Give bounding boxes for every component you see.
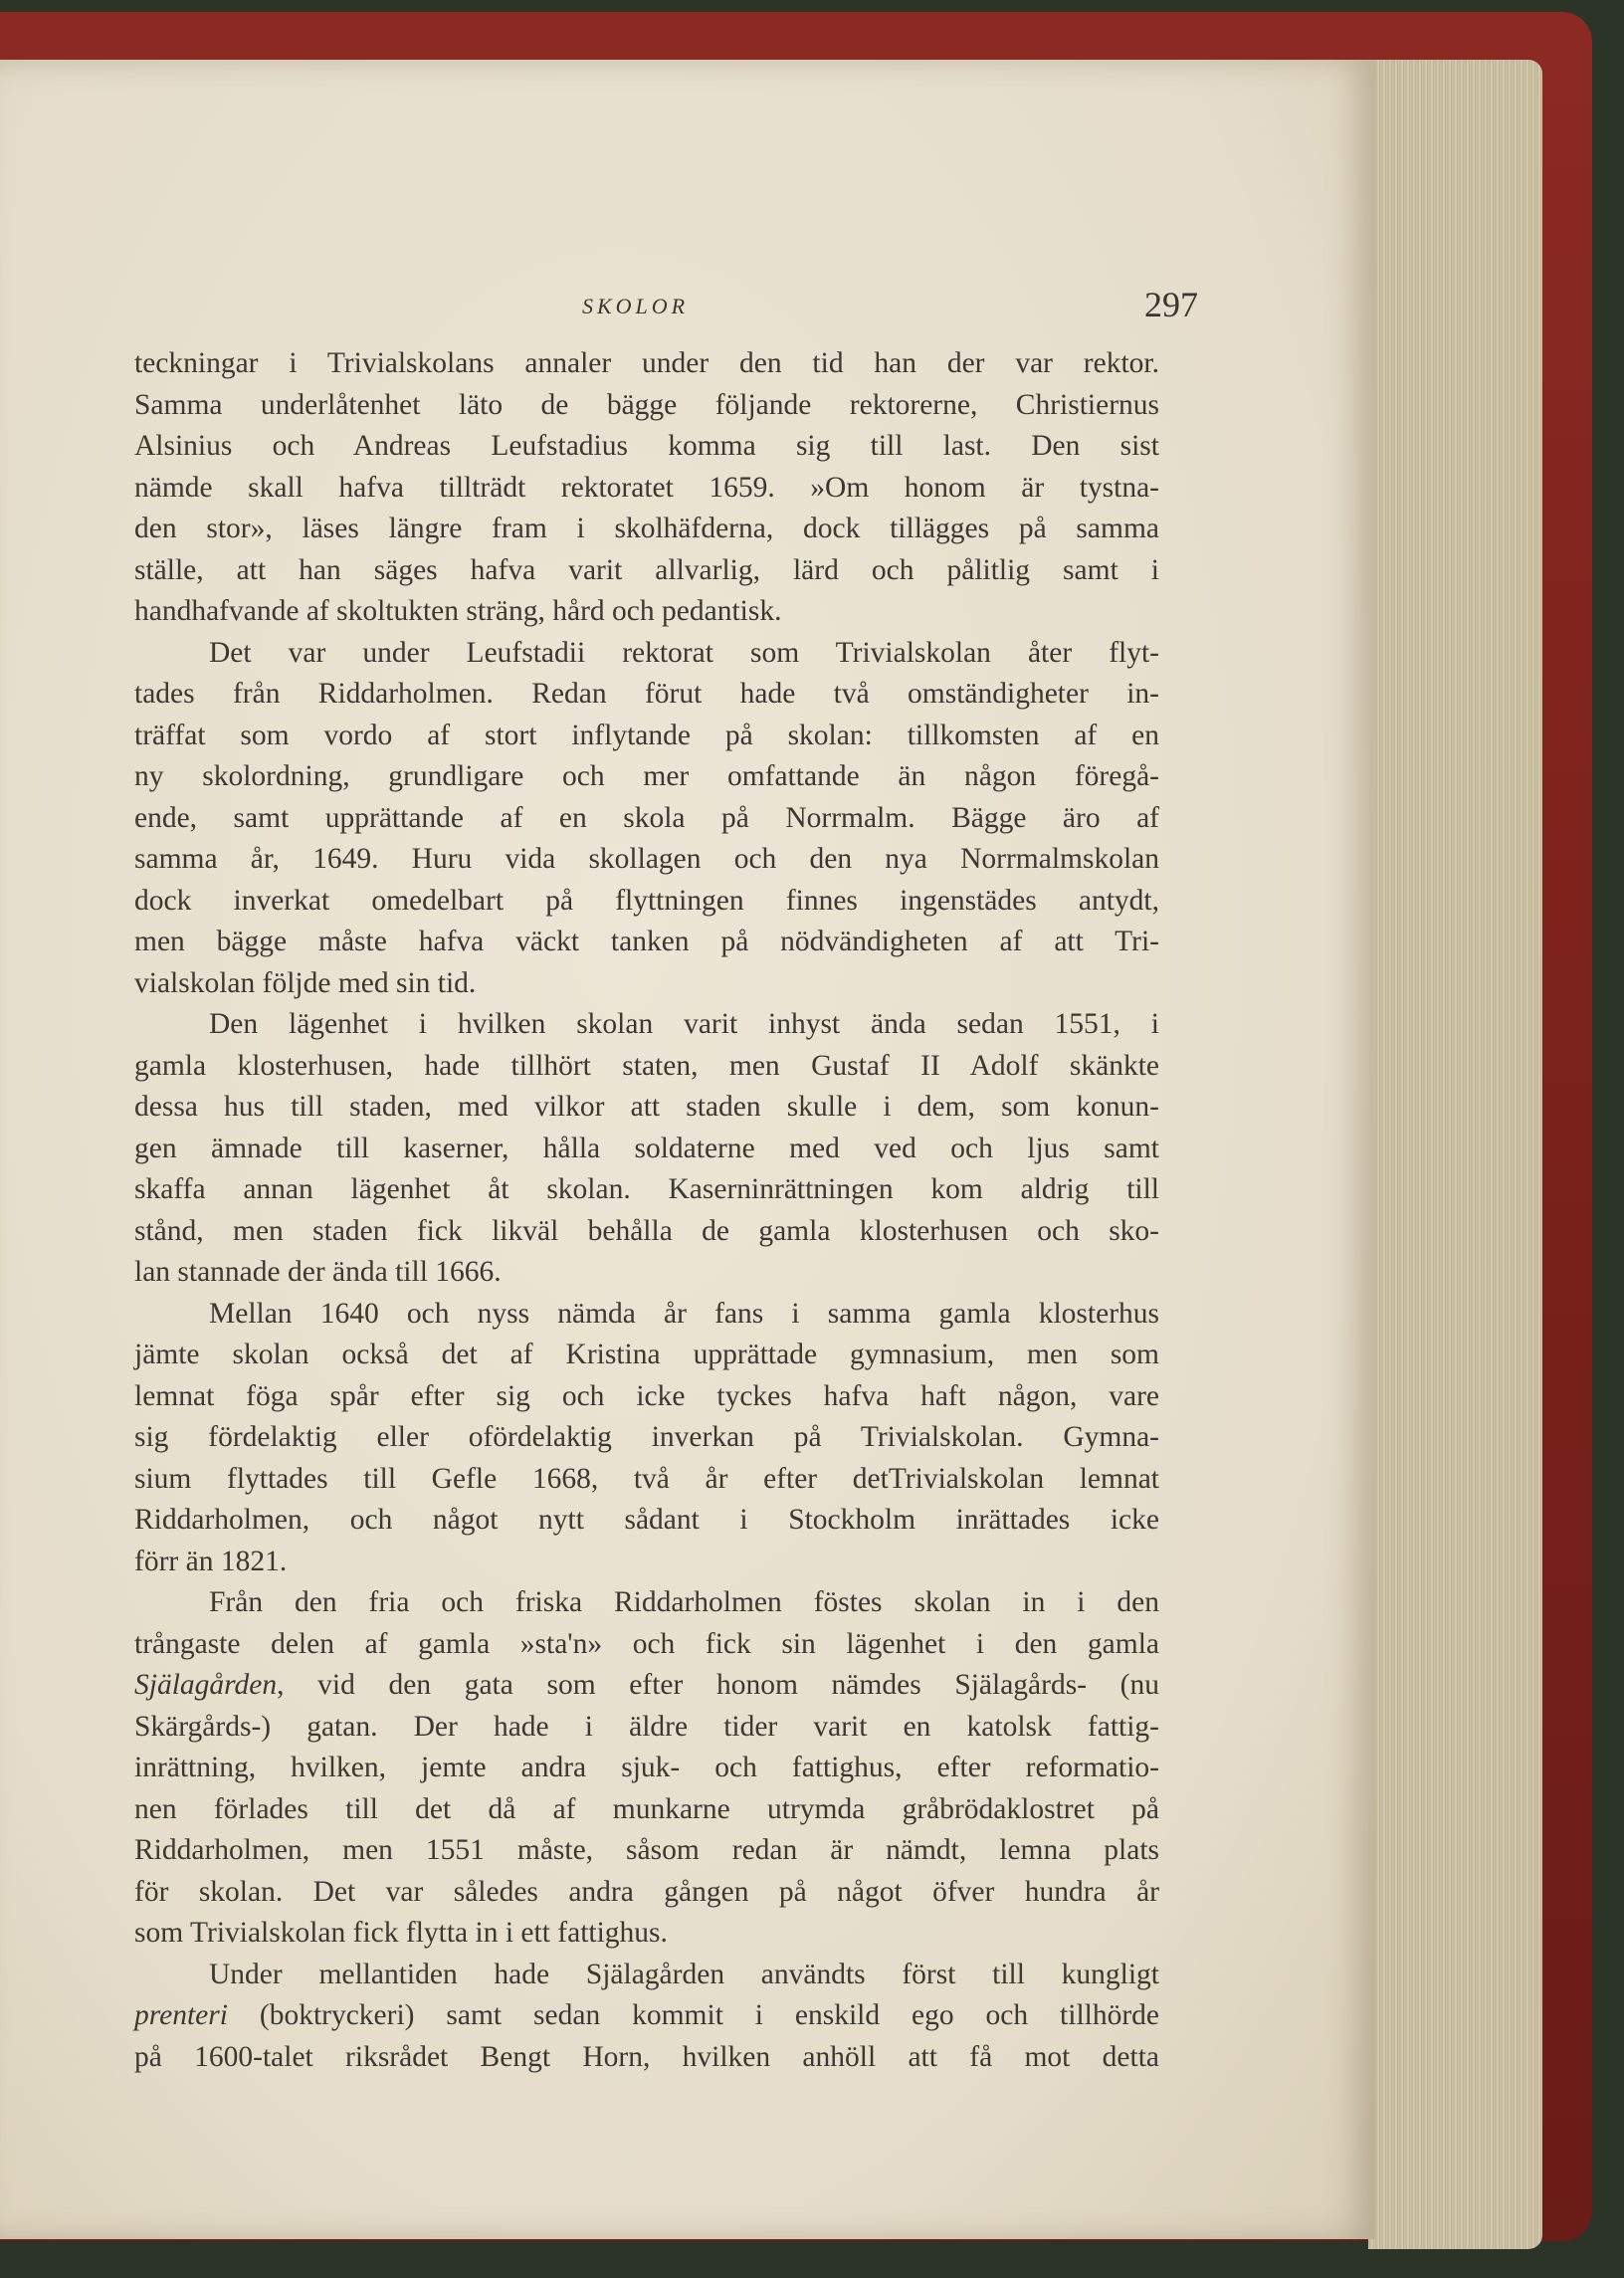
text-line: Alsinius och Andreas Leufstadius komma sig till last. Den sist: [134, 430, 1159, 462]
text-line: tades från Riddarholmen. Redan förut hade två omständigheter in-: [134, 678, 1159, 710]
text-line: Skärgårds-) gatan. Der hade i äldre tider varit en katolsk fattig-: [134, 1710, 1159, 1743]
text-line: Samma underlåtenhet läto de bägge följande rektorerne, Christiernus: [134, 388, 1159, 421]
text-line: sium flyttades till Gefle 1668, två år efter detTrivialskolan lemnat: [134, 1462, 1159, 1495]
text-line: vialskolan följde med sin tid.: [134, 966, 477, 999]
page-edges: [1368, 60, 1542, 2249]
text-line: men bägge måste hafva väckt tanken på nödvändigheten af att Tri-: [134, 926, 1159, 957]
text-line: skaffa annan lägenhet åt skolan. Kaserninrättningen kom aldrig till: [134, 1173, 1159, 1205]
text-line: [134, 1665, 1159, 1707]
running-header: [0, 285, 1294, 333]
text-line: dock inverkat omedelbart på flyttningen finnes ingenstädes antydt,: [134, 884, 1159, 917]
text-line: som Trivialskolan fick flytta in i ett fattighus.: [134, 1917, 668, 1949]
text-line: gamla klosterhusen, hade tillhört staten, men Gustaf II Adolf skänkte: [134, 1049, 1159, 1082]
text-line: Riddarholmen, och något nytt sådant i Stockholm inrättades icke: [134, 1504, 1159, 1536]
text-line: Från den fria och friska Riddarholmen föstes skolan in i den: [209, 1586, 1159, 1618]
book-page: [0, 60, 1375, 2239]
body-text: [134, 343, 1159, 2078]
text-line: trångaste delen af gamla »sta'n» och fick sin lägenhet i den gamla: [134, 1627, 1159, 1660]
text-line: Den lägenhet i hvilken skolan varit inhyst ända sedan 1551, i: [209, 1008, 1159, 1040]
text-line: träffat som vordo af stort inflytande på skolan: tillkomsten af en: [134, 719, 1159, 751]
text-line: sig fördelaktig eller ofördelaktig inverkan på Trivialskolan. Gymna-: [134, 1421, 1159, 1453]
text-line: jämte skolan också det af Kristina upprättade gymnasium, men som: [134, 1339, 1159, 1370]
text-line: Under mellantiden hade Själagården användts först till kungligt: [209, 1958, 1159, 1990]
text-segment: (boktryckeri) samt sedan kommit i enskild ego och tillhörde: [227, 1999, 1159, 2031]
text-line: teckningar i Trivialskolans annaler under den tid han der var rektor.: [134, 347, 1159, 379]
text-line: lemnat föga spår efter sig och icke tyckes hafva haft någon, vare: [134, 1379, 1159, 1412]
text-line: lan stannade der ända till 1666.: [134, 1256, 502, 1288]
italic-text: prenteri: [134, 1999, 228, 2031]
text-line: Det var under Leufstadii rektorat som Trivialskolan åter flyt-: [209, 636, 1159, 669]
text-line: ny skolordning, grundligare och mer omfattande än någon föregå-: [134, 760, 1159, 792]
text-line: Mellan 1640 och nyss nämda år fans i samma gamla klosterhus: [209, 1297, 1159, 1330]
page-number: 297: [1144, 285, 1198, 324]
text-line: nen förlades till det då af munkarne utrymda gråbrödaklostret på: [134, 1792, 1159, 1825]
text-line: ställe, att han säges hafva varit allvarlig, lärd och pålitlig samt i: [134, 553, 1159, 586]
text-segment: , vid den gata som efter honom nämdes Själagårds- (nu: [277, 1669, 1159, 1701]
text-line: inrättning, hvilken, jemte andra sjuk- och fattighus, efter reformatio-: [134, 1752, 1159, 1783]
text-line: handhafvande af skoltukten sträng, hård och pedantisk.: [134, 595, 782, 627]
text-line: på 1600-talet riksrådet Bengt Horn, hvilken anhöll att få mot detta: [134, 2040, 1159, 2073]
text-line: för skolan. Det var således andra gången på något öfver hundra år: [134, 1875, 1159, 1908]
text-line: ende, samt upprättande af en skola på Norrmalm. Bägge äro af: [134, 801, 1159, 834]
text-line: den stor», läses längre fram i skolhäfderna, dock tillägges på samma: [134, 513, 1159, 544]
text-line: samma år, 1649. Huru vida skollagen och den nya Norrmalmskolan: [134, 843, 1159, 875]
text-line: [134, 1995, 1159, 2037]
text-line: nämde skall hafva tillträdt rektoratet 1659. »Om honom är tystna-: [134, 471, 1159, 504]
text-line: stånd, men staden fick likväl behålla de gamla klosterhusen och sko-: [134, 1214, 1159, 1247]
text-line: förr än 1821.: [134, 1545, 288, 1577]
text-line: gen ämnade till kaserner, hålla soldaterne med ved och ljus samt: [134, 1132, 1159, 1164]
text-line: dessa hus till staden, med vilkor att staden skulle i dem, som konun-: [134, 1091, 1159, 1123]
running-title: SKOLOR: [582, 294, 690, 318]
italic-text: Själagården: [134, 1669, 278, 1701]
text-line: Riddarholmen, men 1551 måste, såsom redan är nämdt, lemna plats: [134, 1834, 1159, 1866]
